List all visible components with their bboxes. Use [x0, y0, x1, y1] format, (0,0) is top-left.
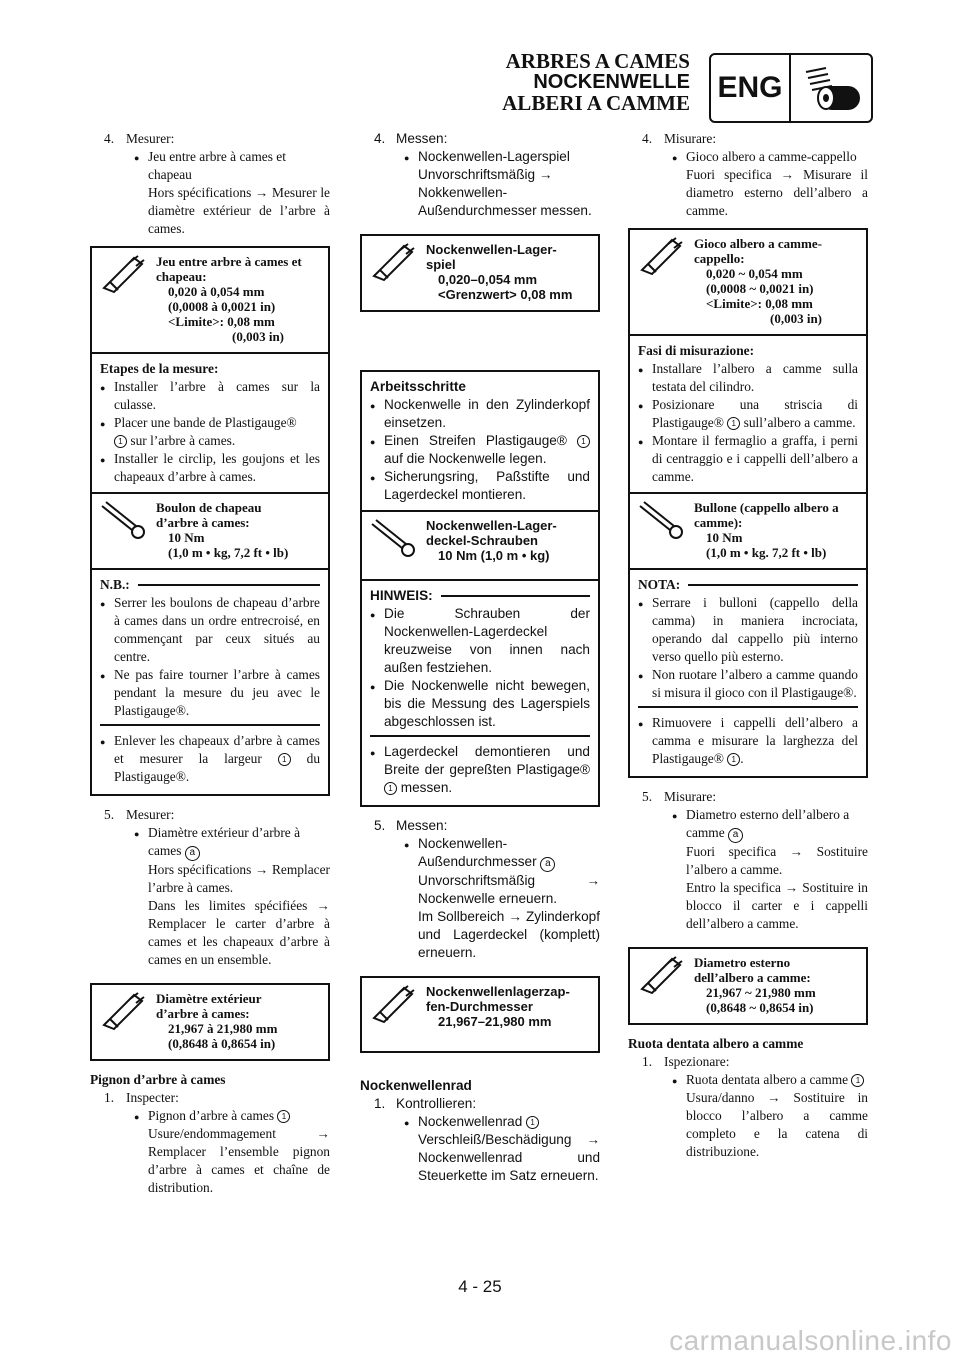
item-4: ● Gioco albero a camme-cappello — [628, 148, 868, 166]
item-5: ● Diametro esterno dell’albero a camme a — [628, 806, 868, 843]
caliper-icon — [92, 248, 156, 352]
step-4: 4. Misurare: — [642, 131, 717, 146]
item-4: ● Jeu entre arbre à cames et chapeau — [90, 148, 330, 184]
note-box: HINWEIS: ● Die Schrauben der Nockenwellen-Lagerdeckel kreuzweise von innen nach außen festziehen. ● Die Nockenwelle nicht bewegen, bis die Messung des Lagerspiels abgeschlossen ist. ● Lagerdeckel demontieren und Breite der gepreßten Plastigage® 1 messen. — [360, 581, 600, 807]
spec-box-diameter: Diametro esterno dell’albero a camme: 21,967 ~ 21,980 mm (0,8648 ~ 0,8654 in) — [628, 947, 868, 1025]
torque-wrench-icon — [92, 494, 156, 568]
measurement-steps-box: Etapes de la mesure: ● Installer l’arbre à cames sur la culasse. ● Placer une bande de Plastigauge® 1 sur l’arbre à cames. ● Installer le circlip, les goujons et les chapeaux d’arbre à cames. — [90, 354, 330, 494]
item-5: ● Diamètre extérieur d’arbre à cames a — [90, 824, 330, 861]
measurement-steps-box: Fasi di misurazione: ● Installare l’albero a camme sulla testata del cilindro. ● Posizionare una striscia di Plastigauge® 1 sull’albero a camme. ● Montare il fermaglio a graffa, i perni di centraggio e i cappelli dell’albero a camme. — [628, 336, 868, 494]
badge-label: ENG — [711, 55, 791, 121]
step-1: 1. Ispezionare: — [642, 1054, 730, 1069]
watermark: carmanualsonline.info — [669, 1325, 952, 1356]
subheading: Ruota dentata albero a camme — [628, 1036, 804, 1051]
item-4-text: Hors spécifications → Mesurer le diamètre extérieur de l’arbre à cames. — [148, 185, 330, 236]
header-title-fr: ARBRES A CAMES — [505, 49, 690, 73]
spec-box-clearance: Jeu entre arbre à cames et chapeau: 0,020 à 0,054 mm (0,0008 à 0,0021 in) <Limite>: 0,08 mm (0,003 in) — [90, 246, 330, 354]
section-badge — [709, 53, 873, 123]
spec-box-clearance: Gioco albero a camme- cappello: 0,020 ~ 0,054 mm (0,0008 ~ 0,0021 in) <Limite>: 0,08 mm (0,003 in) — [628, 228, 868, 336]
caliper-icon — [362, 978, 426, 1051]
measurement-steps-box: Arbeitsschritte ● Nockenwelle in den Zylinderkopf einsetzen. ● Einen Streifen Plastigauge® 1 auf die Nockenwelle legen. ● Sicherungsring, Paßstifte und Lagerdeckel montieren. — [360, 370, 600, 512]
torque-wrench-icon — [362, 512, 426, 579]
subheading: Pignon d’arbre à cames — [90, 1072, 226, 1087]
note-box: N.B.: ● Serrer les boulons de chapeau d’arbre à cames dans un ordre entrecroisé, en commençant par ceux situés au centre. ● Ne pas faire tourner l’arbre à cames pendant la mesure du jeu avec le Plastigauge®. ● Enlever les chapeaux d’arbre à cames et mesurer la largeur 1 du Plastigauge®. — [90, 570, 330, 796]
torque-wrench-icon — [630, 494, 694, 568]
torque-box: Nockenwellen-Lager- deckel-Schrauben 10 Nm (1,0 m • kg) — [360, 512, 600, 581]
item-4: ● Nockenwellen-Lagerspiel Unvorschriftsmäßig → Nokkenwellen-Außendurchmesser messen. — [360, 148, 600, 220]
engine-icon — [791, 55, 871, 121]
header-title-de: NOCKENWELLE — [533, 71, 690, 93]
item-5: ● Nockenwellen-Außendurchmesser a — [360, 835, 600, 872]
spec-box-diameter: Diamètre extérieur d’arbre à cames: 21,967 à 21,980 mm (0,8648 à 0,8654 in) — [90, 983, 330, 1061]
column-german: 4. Messen: ● Nockenwellen-Lagerspiel Unvorschriftsmäßig → Nokkenwellen-Außendurchmesser messen. Nockenwellen-Lager- spiel 0,020–0,054 mm <Grenzwert> 0,08 mm Arbeitsschritte ● Nockenwelle in den Zylinderkopf einsetzen. ● Einen Streifen Plastigauge® 1 auf die Nockenwelle legen. ● Sicherungsring, Paßstifte und Lagerdeckel montieren. Nockenwellen-Lager- deckel-Schrauben 10 Nm (1,0 m • kg) HINWEIS: ● Die Schrauben der Nockenwellen-Lagerdeckel kreuzweise von innen nach außen festziehen. ● Die Nockenwelle nicht bewegen, bis die Messung des Lagerspiels abgeschlossen ist. ● Lagerdeckel demontieren und Breite der gepreßten Plastigage® 1 messen. 5. Messen: ● Nockenwellen-Außendurchmesser a Unvorschriftsmäßig → Nockenwelle erneuern. Im Sollbereich → Zylinderkopf und Lagerdeckel (komplett) erneuern. Nockenwellenlagerzap- fen-Durchmesser 21,967–21,980 mm Nockenwellenrad 1. Kontrollieren: ● Nockenwellenrad 1 Verschleiß/Beschädigung → Nockenwellenrad und Steuerkette im Satz erneuern. — [360, 130, 600, 1185]
subheading: Nockenwellenrad — [360, 1078, 472, 1093]
step-1: 1. Inspecter: — [104, 1090, 179, 1105]
spec-box-clearance: Nockenwellen-Lager- spiel 0,020–0,054 mm <Grenzwert> 0,08 mm — [360, 234, 600, 312]
step-4: 4. Mesurer: — [104, 131, 175, 146]
step-5: 5. Mesurer: — [104, 807, 175, 822]
step-1: 1. Kontrollieren: — [374, 1096, 477, 1111]
column-french: 4. Mesurer: ● Jeu entre arbre à cames et chapeau Hors spécifications → Mesurer le diamètre extérieur de l’arbre à cames. Jeu entre arbre à cames et chapeau: 0,020 à 0,054 mm (0,0008 à 0,0021 in) <Limite>: 0,08 mm (0,003 in) Etapes de la mesure: ● Installer l’arbre à cames sur la culasse. ● Placer une bande de Plastigauge® 1 sur l’arbre à cames. ● Installer le circlip, les goujons et les chapeaux d’arbre à cames. Boulon de chapeau d’arbre à cames: 10 Nm (1,0 m • kg, 7,2 ft • lb) N.B.: ● Serrer les boulons de chapeau d’arbre à cames dans un ordre entrecroisé, en commençant par ceux situés au centre. ● Ne pas faire tourner l’arbre à cames pendant la mesure du jeu avec le Plastigauge®. ● Enlever les chapeaux d’arbre à cames et mesurer la largeur 1 du Plastigauge®. 5. Mesurer: ● Diamètre extérieur d’arbre à cames a Hors spécifications → Remplacer l’arbre à cames. Dans les limites spécifiées → Remplacer le carter d’arbre à cames et les chapeaux d’arbre à cames en un ensemble. Diamètre extérieur d’arbre à cames: 21,967 à 21,980 mm (0,8648 à 0,8654 in) Pignon d’arbre à cames 1. Inspecter: ● Pignon d’arbre à cames 1 Usure/endommagement → Remplacer l’ensemble pignon d’arbre à cames et chaîne de distribution. — [90, 130, 330, 1197]
page-number: 4 - 25 — [458, 1277, 502, 1296]
spec-box-diameter: Nockenwellenlagerzap- fen-Durchmesser 21,967–21,980 mm — [360, 976, 600, 1053]
caliper-icon — [362, 236, 426, 310]
item-4-text: Fuori specifica → Misurare il diametro esterno dell’albero a camme. — [686, 167, 868, 218]
step-4: 4. Messen: — [374, 131, 448, 146]
step-5: 5. Messen: — [374, 818, 448, 833]
caliper-icon — [630, 949, 694, 1023]
note-box: NOTA: ● Serrare i bulloni (cappello della camma) in maniera incrociata, operando dal cappello più interno verso quello più esterno. ● Non ruotare l’albero a camme quando si misura il gioco con il Plastigauge®. ● Rimuovere i cappelli dell’albero a camma e misurare la larghezza del Plastigauge® 1 . — [628, 570, 868, 778]
torque-box: Boulon de chapeau d’arbre à cames: 10 Nm (1,0 m • kg, 7,2 ft • lb) — [90, 494, 330, 570]
column-italian: 4. Misurare: ● Gioco albero a camme-cappello Fuori specifica → Misurare il diametro esterno dell’albero a camme. Gioco albero a camme- cappello: 0,020 ~ 0,054 mm (0,0008 ~ 0,0021 in) <Limite>: 0,08 mm (0,003 in) Fasi di misurazione: ● Installare l’albero a camme sulla testata del cilindro. ● Posizionare una striscia di Plastigauge® 1 sull’albero a camme. ● Montare il fermaglio a graffa, i perni di centraggio e i cappelli dell’albero a camme. Bullone (cappello albero a camme): 10 Nm (1,0 m • kg. 7,2 ft • lb) NOTA: ● Serrare i bulloni (cappello della camma) in maniera incrociata, operando dal cappello più interno verso quello più esterno. ● Non ruotare l’albero a camme quando si misura il gioco con il Plastigauge®. ● Rimuovere i cappelli dell’albero a camma e misurare la larghezza del Plastigauge® 1 . 5. Misurare: ● Diametro esterno dell’albero a camme a Fuori specifica → Sostituire l’albero a camme. Entro la specifica → Sostituire in blocco il carter e i cappelli dell’albero a camme. Diametro esterno dell’albero a camme: 21,967 ~ 21,980 mm (0,8648 ~ 0,8654 in) Ruota dentata albero a camme 1. Ispezionare: ● Ruota dentata albero a camme 1 Usura/danno → Sostituire in blocco l’albero a camme completo e la catena di distribuzione. — [628, 130, 868, 1161]
step-5: 5. Misurare: — [642, 789, 717, 804]
header-title-it: ALBERI A CAMME — [502, 91, 690, 115]
caliper-icon — [630, 230, 694, 334]
torque-box: Bullone (cappello albero a camme): 10 Nm (1,0 m • kg. 7,2 ft • lb) — [628, 494, 868, 570]
caliper-icon — [92, 985, 156, 1059]
